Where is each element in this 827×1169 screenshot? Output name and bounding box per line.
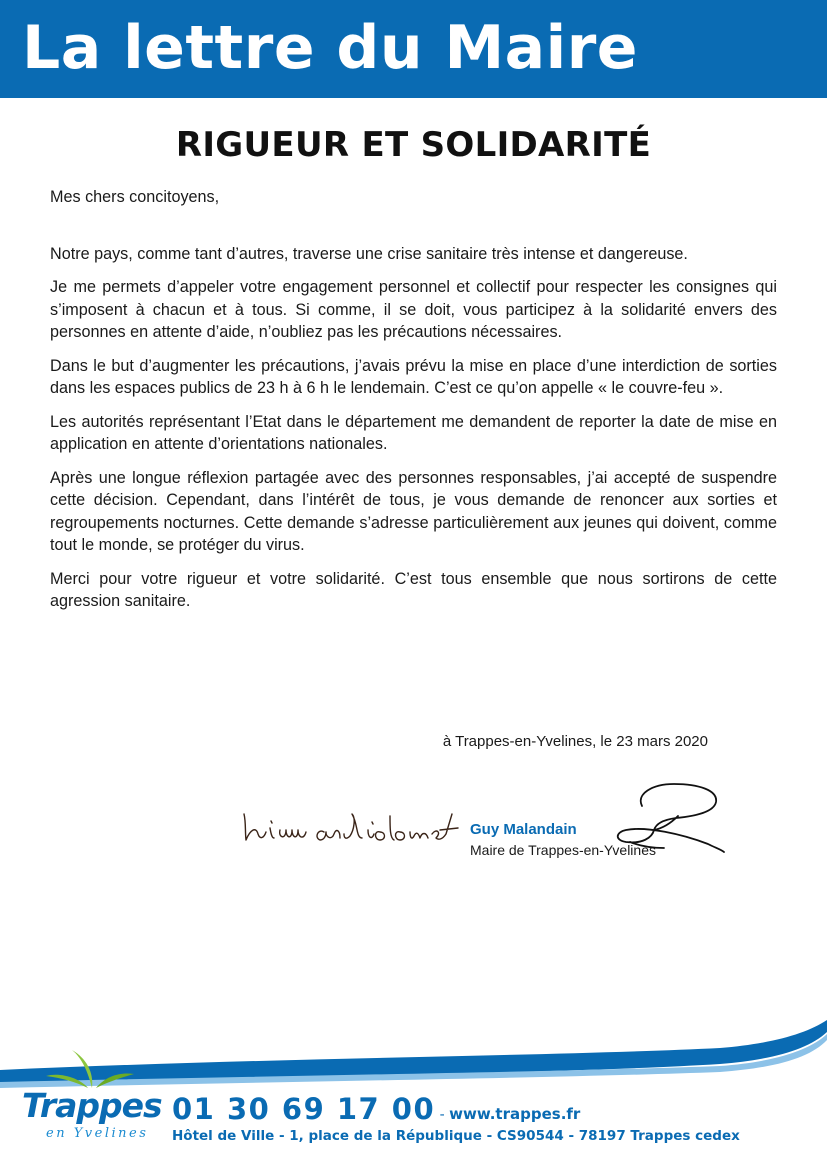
paragraph: Les autorités représentant l’Etat dans le département me demandent de reporter la date de mise en application en attente d’orientations nationales.: [50, 412, 777, 453]
page-title: La lettre du Maire: [22, 13, 639, 83]
footer-separator: -: [435, 1107, 450, 1123]
salutation: Mes chers concitoyens,: [50, 188, 220, 206]
paragraph: Merci pour votre rigueur et votre solidarité. C’est tous ensemble que nous sortirons de cette agression sanitaire.: [50, 569, 777, 610]
paragraph: Je me permets d’appeler votre engagement personnel et collectif pour respecter les consignes qui s’imposent à chacun et à tous. Si comme, il se doit, vous participez à la solidarité envers des personnes en attente d’aide, n’oubliez pas les précautions nécessaires.: [50, 278, 777, 341]
handwritten-closing: [240, 808, 462, 846]
handwritten-signature-icon: [612, 780, 727, 862]
logo-subtitle: en Yvelines: [46, 1126, 149, 1141]
paragraph: Dans le but d’augmenter les précautions, j’avais prévu la mise en place d’une interdiction de sorties dans les espaces publics de 23 h à 6 h le lendemain. C’est ce qu’on appelle « le couvre-feu ».: [50, 356, 777, 397]
signer-name: Guy Malandain: [470, 821, 577, 838]
footer-contact: [172, 1092, 580, 1126]
footer-phone: 01 30 69 17 00: [172, 1092, 436, 1126]
footer-address: Hôtel de Ville - 1, place de la République - CS90544 - 78197 Trappes cedex: [172, 1128, 740, 1144]
trappes-logo-icon: [22, 1048, 162, 1148]
signer-role: Maire de Trappes-en-Yvelines: [470, 842, 656, 858]
footer-website[interactable]: www.trappes.fr: [449, 1105, 581, 1123]
paragraph: Notre pays, comme tant d’autres, traverse une crise sanitaire très intense et dangereuse.: [50, 244, 688, 263]
letter-body: [50, 186, 777, 624]
place-date: à Trappes-en-Yvelines, le 23 mars 2020: [442, 733, 708, 750]
letter-heading: RIGUEUR ET SOLIDARITÉ: [175, 125, 652, 165]
paragraph: Après une longue réflexion partagée avec des personnes responsables, j’ai accepté de suspendre cette décision. Cependant, dans l’intérêt de tous, je vous demande de renoncer aux sorties et regroupements nocturnes. Cette demande s’adresse particulièrement aux jeunes qui doivent, comme tout le monde, se protéger du virus.: [50, 468, 777, 554]
logo-word: Trappes: [22, 1086, 162, 1125]
